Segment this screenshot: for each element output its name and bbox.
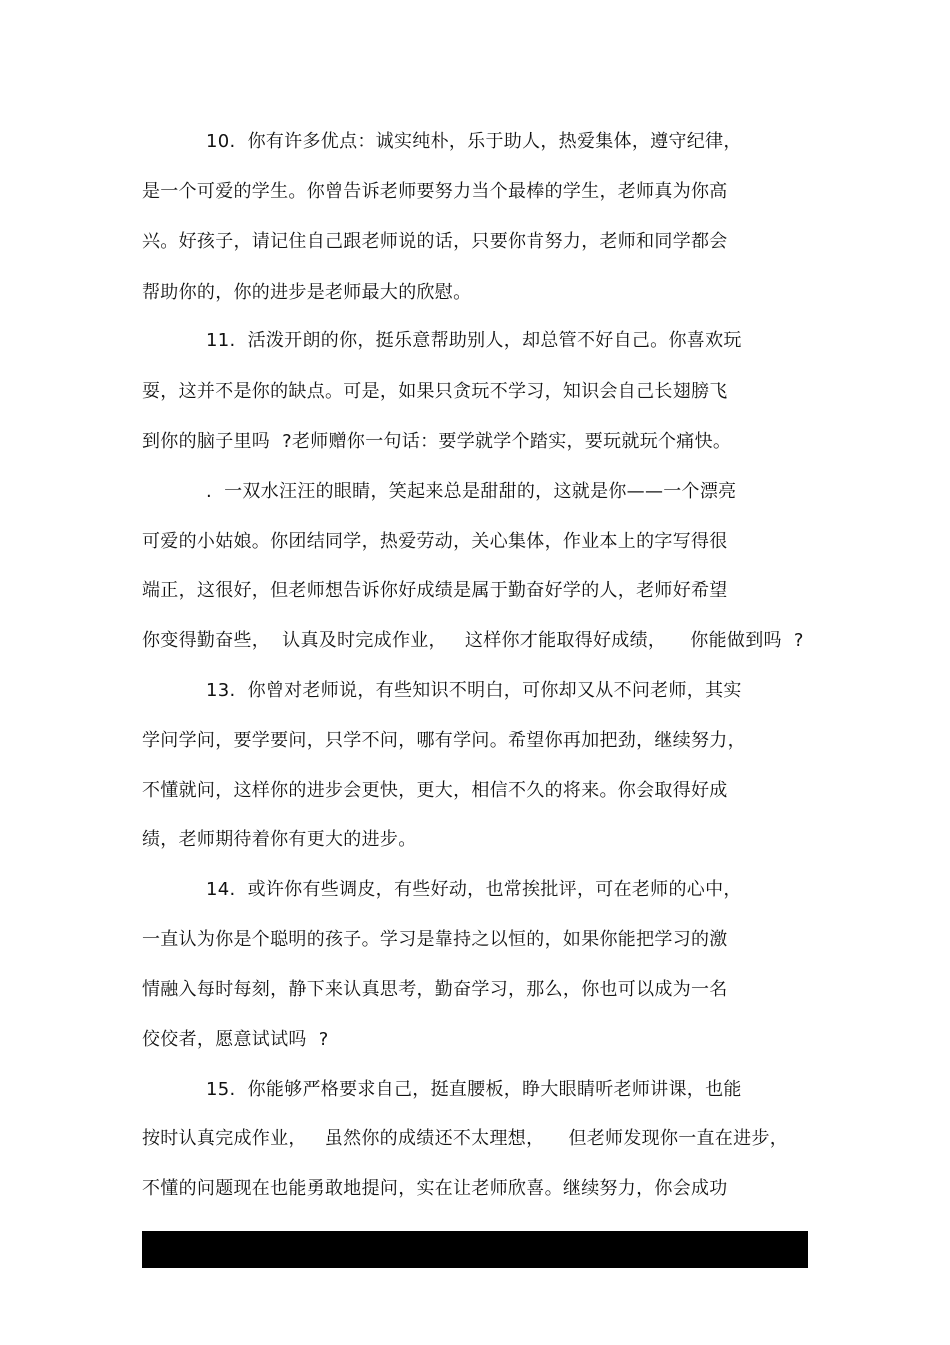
- paragraph-11-line-3: 到你的脑子里吗 ?老师赠你一句话：要学就学个踏实，要玩就玩个痛快。: [142, 431, 732, 452]
- paragraph-13-line-2: 学问学问，要学要问，只学不问，哪有学问。希望你再加把劲，继续努力，: [142, 730, 746, 751]
- paragraph-13-line-4: 绩，老师期待着你有更大的进步。: [142, 829, 417, 850]
- paragraph-11-line-2: 耍，这并不是你的缺点。可是，如果只贪玩不学习，知识会自己长翅膀飞: [142, 381, 728, 402]
- paragraph-10-line-1: 10. 你有许多优点：诚实纯朴，乐于助人，热爱集体，遵守纪律，: [206, 131, 742, 152]
- paragraph-15-line-1: 15. 你能够严格要求自己，挺直腰板，睁大眼睛听老师讲课，也能: [206, 1079, 742, 1100]
- paragraph-13-line-1: 13. 你曾对老师说，有些知识不明白，可你却又从不问老师，其实: [206, 680, 742, 701]
- paragraph-12-line-2: 可爱的小姑娘。你团结同学，热爱劳动，关心集体，作业本上的字写得很: [142, 531, 728, 552]
- paragraph-14-line-4: 佼佼者，愿意试试吗 ?: [142, 1029, 329, 1050]
- paragraph-12-line-1: . 一双水汪汪的眼睛，笑起来总是甜甜的，这就是你——一个漂亮: [206, 481, 737, 502]
- paragraph-10-line-4: 帮助你的，你的进步是老师最大的欣慰。: [142, 282, 472, 303]
- redaction-bar: [142, 1231, 808, 1268]
- paragraph-12-line-3: 端正，这很好，但老师想告诉你好成绩是属于勤奋好学的人，老师好希望: [142, 580, 728, 601]
- paragraph-11-line-1: 11. 活泼开朗的你，挺乐意帮助别人，却总管不好自己。你喜欢玩: [206, 330, 742, 351]
- paragraph-14-line-1: 14. 或许你有些调皮，有些好动，也常挨批评，可在老师的心中，: [206, 879, 742, 900]
- paragraph-14-line-3: 情融入每时每刻，静下来认真思考，勤奋学习，那么，你也可以成为一名: [142, 979, 728, 1000]
- paragraph-12-line-4: 你变得勤奋些， 认真及时完成作业， 这样你才能取得好成绩， 你能做到吗 ?: [142, 630, 804, 651]
- paragraph-15-line-2: 按时认真完成作业， 虽然你的成绩还不太理想， 但老师发现你一直在进步，: [142, 1128, 789, 1149]
- paragraph-15-line-3: 不懂的问题现在也能勇敢地提问，实在让老师欣喜。继续努力，你会成功: [142, 1178, 728, 1199]
- paragraph-10-line-2: 是一个可爱的学生。你曾告诉老师要努力当个最棒的学生，老师真为你高: [142, 181, 728, 202]
- paragraph-10-line-3: 兴。好孩子，请记住自己跟老师说的话，只要你肯努力，老师和同学都会: [142, 231, 728, 252]
- paragraph-13-line-3: 不懂就问，这样你的进步会更快，更大，相信不久的将来。你会取得好成: [142, 780, 728, 801]
- paragraph-14-line-2: 一直认为你是个聪明的孩子。学习是靠持之以恒的，如果你能把学习的激: [142, 929, 728, 950]
